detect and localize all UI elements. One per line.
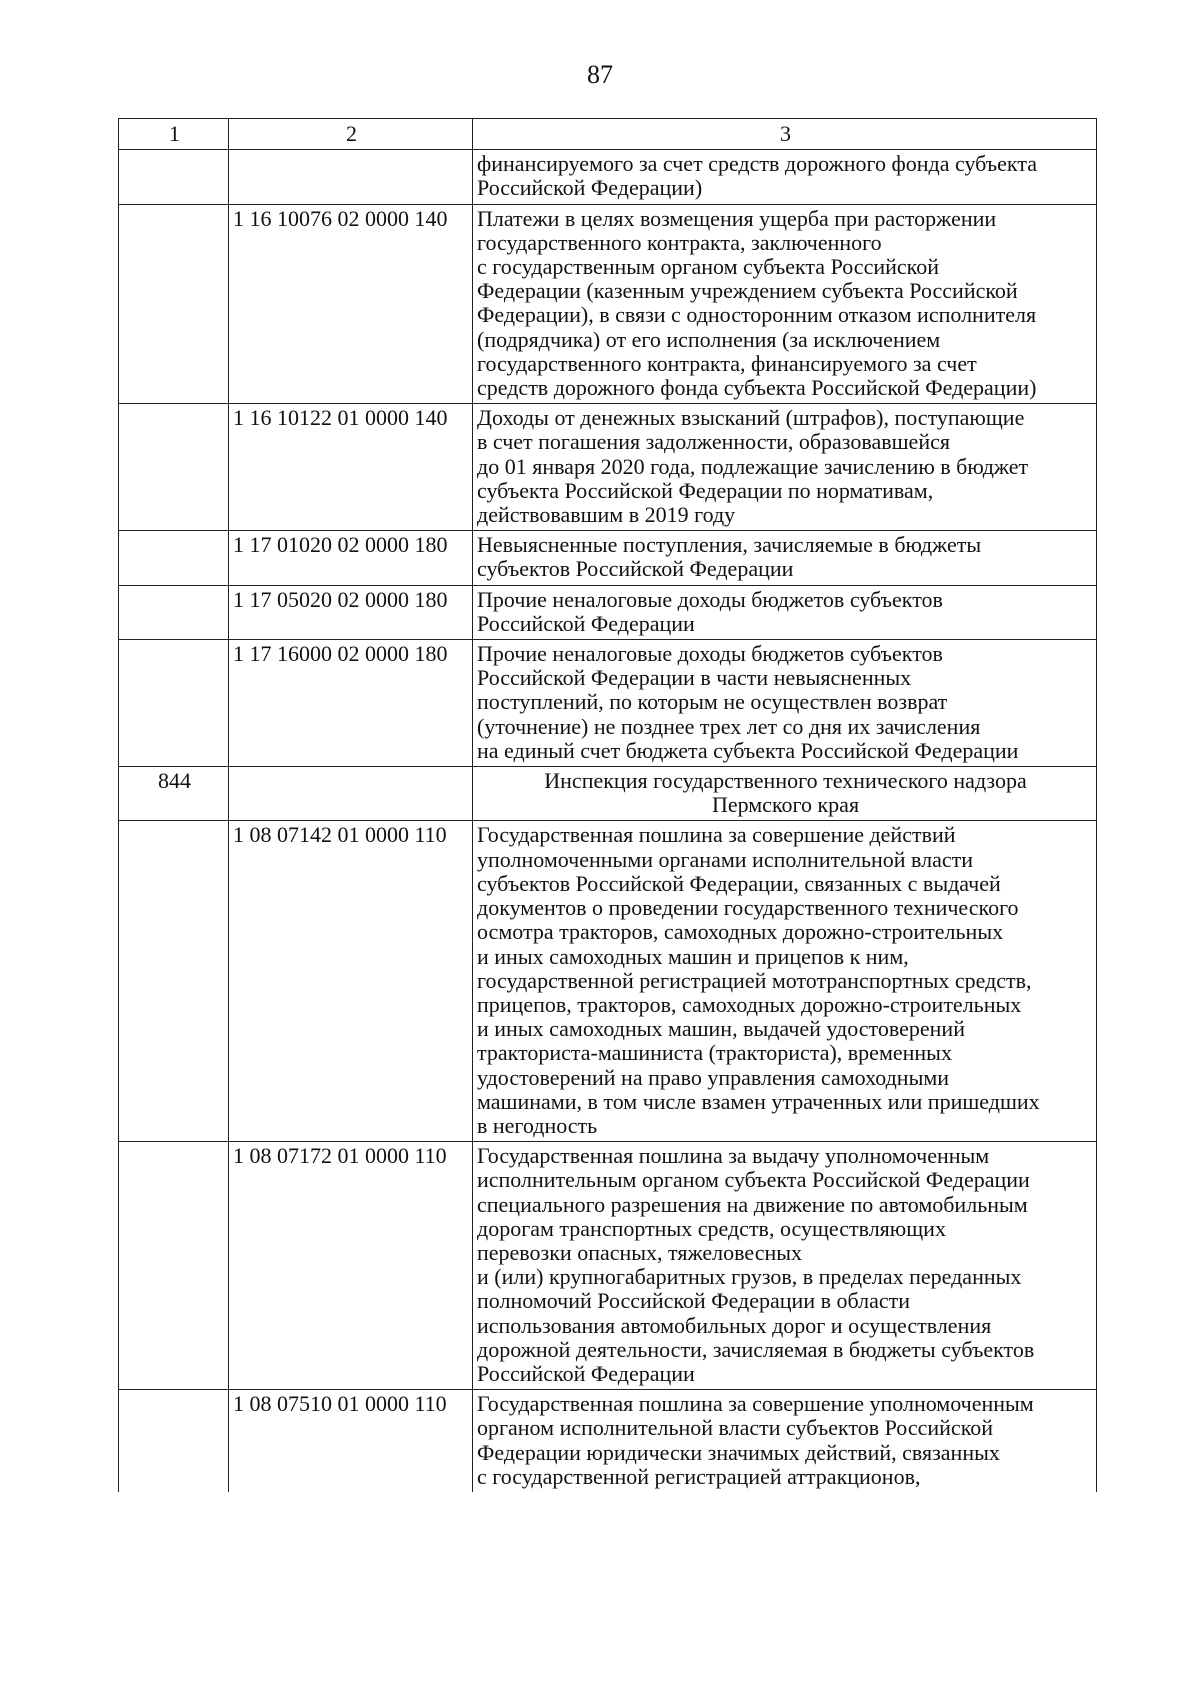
description-line: Федерации), в связи с односторонним отказом исполнителя xyxy=(477,302,1037,328)
description-line: Государственная пошлина за совершение уполномоченным xyxy=(477,1391,1034,1417)
table-row xyxy=(119,767,1097,821)
description-cell xyxy=(473,1390,1097,1492)
description-line: дорогам транспортных средств, осуществляющих xyxy=(477,1215,946,1241)
admin-code-cell: 844 xyxy=(119,767,229,821)
description-line: финансируемого за счет средств дорожного фонда субъекта xyxy=(477,151,1037,177)
description-line: Российской Федерации) xyxy=(477,175,703,201)
admin-code-cell xyxy=(119,531,229,585)
description-cell xyxy=(473,204,1097,404)
description-line: специального разрешения на движение по автомобильным xyxy=(477,1191,1028,1217)
description-line: Невыясненные поступления, зачисляемые в бюджеты xyxy=(477,532,982,558)
description-line: субъектов Российской Федерации, связанных с выдачей xyxy=(477,870,1001,896)
budget-classification-code-cell xyxy=(229,767,473,821)
description-line: с государственным органом субъекта Российской xyxy=(477,254,939,280)
description-line: Платежи в целях возмещения ущерба при расторжении xyxy=(477,205,997,231)
description-line: государственного контракта, финансируемого за счет xyxy=(477,350,977,376)
table-row xyxy=(119,150,1097,204)
budget-classification-code-cell: 1 08 07142 01 0000 110 xyxy=(229,821,473,1142)
admin-code-cell xyxy=(119,585,229,639)
budget-classification-code-cell: 1 17 01020 02 0000 180 xyxy=(229,531,473,585)
description-cell xyxy=(473,1142,1097,1390)
description-line: до 01 января 2020 года, подлежащие зачислению в бюджет xyxy=(477,453,1029,479)
admin-code-cell xyxy=(119,1390,229,1492)
table-row xyxy=(119,204,1097,404)
description-line: Пермского края xyxy=(711,792,860,818)
description-line: органом исполнительной власти субъектов Российской xyxy=(477,1415,994,1441)
description-line: на единый счет бюджета субъекта Российской Федерации xyxy=(477,737,1019,763)
budget-classification-code-cell: 1 08 07172 01 0000 110 xyxy=(229,1142,473,1390)
description-line: перевозки опасных, тяжеловесных xyxy=(477,1239,803,1265)
description-line: дорожной деятельности, зачисляемая в бюджеты субъектов xyxy=(477,1336,1035,1362)
description-cell xyxy=(473,640,1097,767)
description-cell xyxy=(473,150,1097,204)
budget-classification-code-cell: 1 17 05020 02 0000 180 xyxy=(229,585,473,639)
description-line: с государственной регистрацией аттракционов, xyxy=(477,1463,921,1489)
table-row xyxy=(119,531,1097,585)
description-line: субъекта Российской Федерации по нормативам, xyxy=(477,477,934,503)
description-cell xyxy=(473,531,1097,585)
budget-classification-code-cell xyxy=(229,150,473,204)
description-line: исполнительным органом субъекта Российской Федерации xyxy=(477,1167,1030,1193)
admin-code-cell xyxy=(119,150,229,204)
table-row xyxy=(119,1390,1097,1492)
budget-classification-code-cell: 1 16 10122 01 0000 140 xyxy=(229,404,473,531)
table-row xyxy=(119,821,1097,1142)
description-line: в негодность xyxy=(477,1112,598,1138)
description-line: тракториста-машиниста (тракториста), временных xyxy=(477,1040,952,1066)
description-line: удостоверений на право управления самоходными xyxy=(477,1064,950,1090)
description-line: в счет погашения задолженности, образовавшейся xyxy=(477,429,950,455)
description-line: Российской Федерации в части невыясненных xyxy=(477,665,912,691)
description-line: Прочие неналоговые доходы бюджетов субъектов xyxy=(477,586,943,612)
description-line: Федерации (казенным учреждением субъекта Российской xyxy=(477,278,1018,304)
description-line: документов о проведении государственного технического xyxy=(477,895,1019,921)
budget-classification-code-cell: 1 08 07510 01 0000 110 xyxy=(229,1390,473,1492)
description-line: Прочие неналоговые доходы бюджетов субъектов xyxy=(477,641,943,667)
table-row xyxy=(119,585,1097,639)
description-line: государственного контракта, заключенного xyxy=(477,229,882,255)
description-line: Инспекция государственного технического надзора xyxy=(544,768,1027,794)
description-cell xyxy=(473,767,1097,821)
revenue-codes-table xyxy=(118,118,1097,1492)
budget-classification-code-cell: 1 17 16000 02 0000 180 xyxy=(229,640,473,767)
table-row xyxy=(119,1142,1097,1390)
description-line: (подрядчика) от его исполнения (за исключением xyxy=(477,326,941,352)
description-line: Российской Федерации xyxy=(477,1360,695,1386)
header-col-1: 1 xyxy=(119,119,229,150)
description-line: субъектов Российской Федерации xyxy=(477,556,794,582)
header-col-2: 2 xyxy=(229,119,473,150)
table-header-row xyxy=(119,119,1097,150)
description-line: использования автомобильных дорог и осуществления xyxy=(477,1312,992,1338)
page-number: 87 xyxy=(587,60,613,89)
admin-code-cell xyxy=(119,1142,229,1390)
description-line: государственной регистрацией мототранспортных средств, xyxy=(477,967,1032,993)
description-line: Российской Федерации xyxy=(477,610,695,636)
admin-code-cell xyxy=(119,404,229,531)
admin-code-cell xyxy=(119,204,229,404)
description-line: средств дорожного фонда субъекта Российской Федерации) xyxy=(477,375,1037,401)
description-cell xyxy=(473,821,1097,1142)
description-line: Государственная пошлина за совершение действий xyxy=(477,822,956,848)
description-line: осмотра тракторов, самоходных дорожно-строительных xyxy=(477,919,1004,945)
description-line: машинами, в том числе взамен утраченных или пришедших xyxy=(477,1088,1040,1114)
description-line: и иных самоходных машин, выдачей удостоверений xyxy=(477,1016,965,1042)
description-line: и иных самоходных машин и прицепов к ним, xyxy=(477,943,909,969)
budget-classification-code-cell: 1 16 10076 02 0000 140 xyxy=(229,204,473,404)
description-cell xyxy=(473,585,1097,639)
description-line: (уточнение) не позднее трех лет со дня их зачисления xyxy=(477,713,981,739)
description-line: Государственная пошлина за выдачу уполномоченным xyxy=(477,1143,990,1169)
description-cell xyxy=(473,404,1097,531)
header-col-3: 3 xyxy=(473,119,1097,150)
admin-code-cell xyxy=(119,821,229,1142)
description-line: действовавшим в 2019 году xyxy=(477,502,736,528)
description-line: поступлений, по которым не осуществлен возврат xyxy=(477,689,948,715)
table-row xyxy=(119,404,1097,531)
description-line: прицепов, тракторов, самоходных дорожно-строительных xyxy=(477,991,1022,1017)
description-line: Доходы от денежных взысканий (штрафов), поступающие xyxy=(477,405,1025,431)
description-line: полномочий Российской Федерации в области xyxy=(477,1288,911,1314)
description-line: и (или) крупногабаритных грузов, в пределах переданных xyxy=(477,1264,1022,1290)
admin-code-cell xyxy=(119,640,229,767)
table-row xyxy=(119,640,1097,767)
description-line: уполномоченными органами исполнительной власти xyxy=(477,846,974,872)
description-line: Федерации юридически значимых действий, связанных xyxy=(477,1439,1000,1465)
